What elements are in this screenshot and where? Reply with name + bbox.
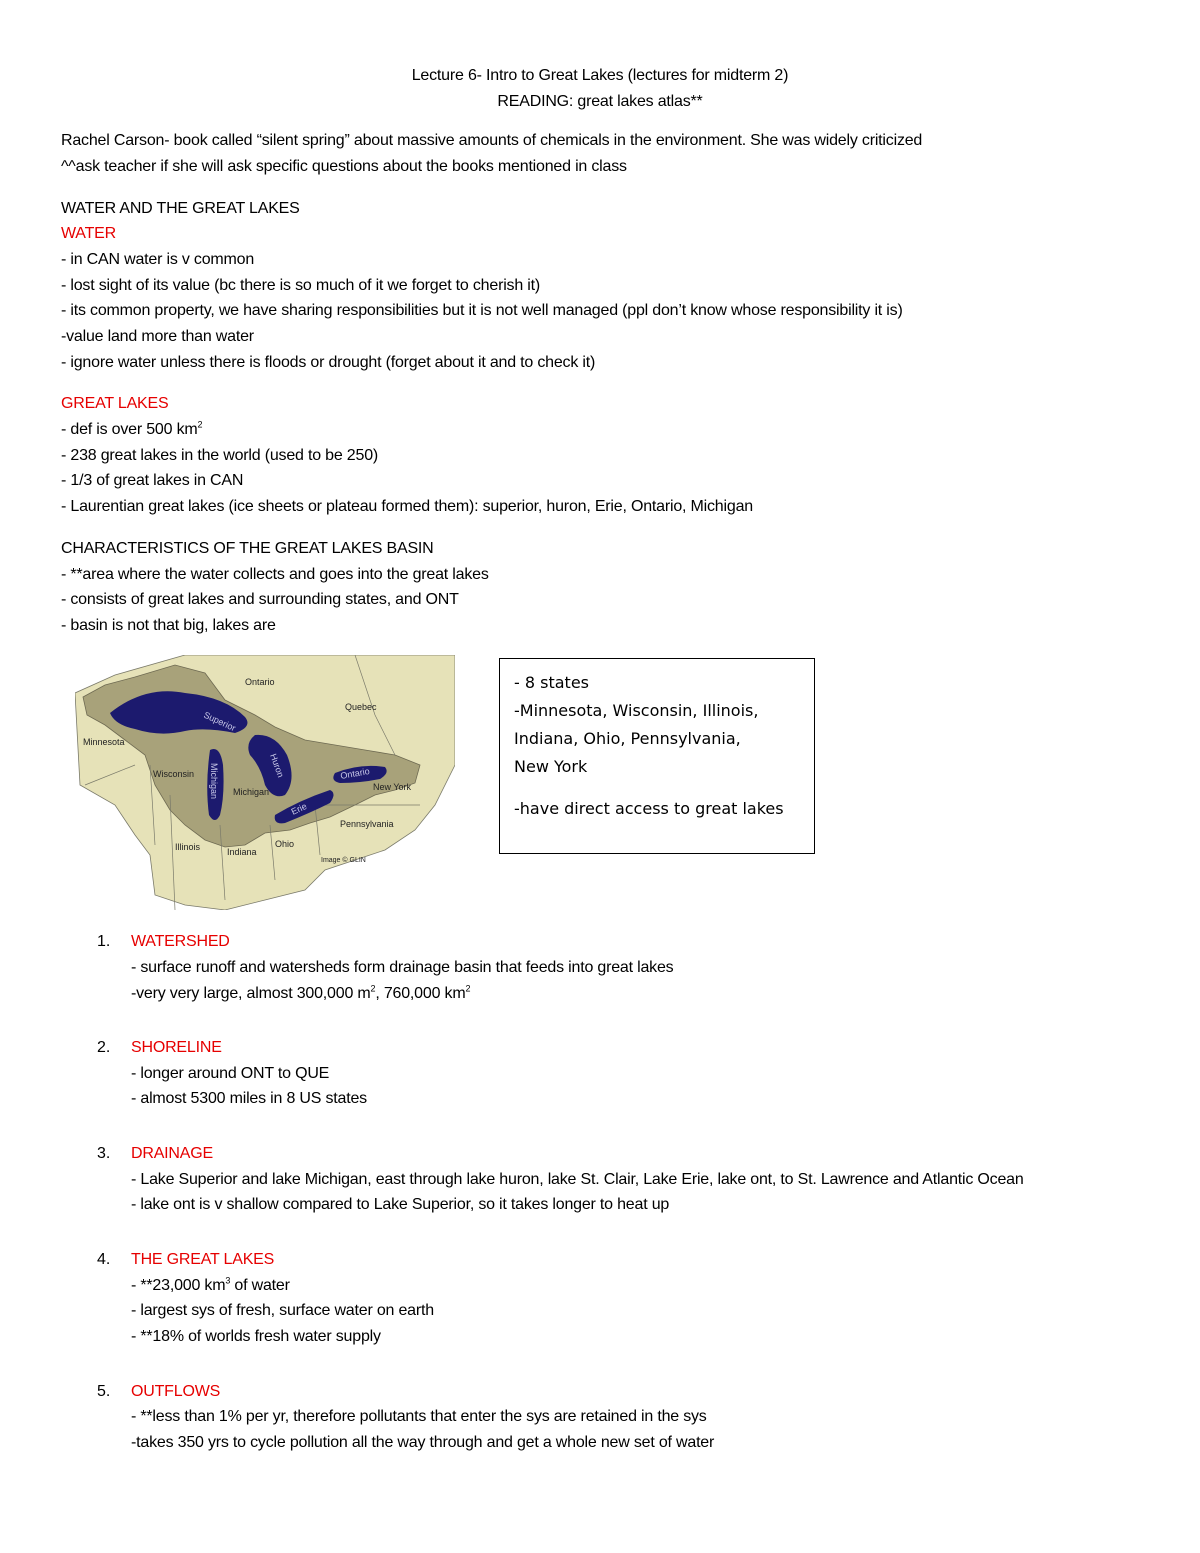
list-item: - consists of great lakes and surrounding states, and ONT	[61, 591, 459, 608]
map-label-pennsylvania: Pennsylvania	[340, 819, 394, 829]
map-label-michigan-state: Michigan	[233, 787, 270, 797]
section-heading-basin: CHARACTERISTICS OF THE GREAT LAKES BASIN	[61, 540, 434, 557]
states-textbox	[499, 658, 815, 854]
list-item: - surface runoff and watersheds form drainage basin that feeds into great lakes	[131, 959, 674, 976]
map-label-ohio: Ohio	[275, 839, 295, 849]
states-line: -Minnesota, Wisconsin, Illinois,	[514, 701, 759, 720]
map-label-quebec: Quebec	[345, 702, 377, 712]
intro-line-1: Rachel Carson- book called “silent spring” about massive amounts of chemicals in the environment. She was widely criticized	[61, 132, 923, 149]
great-lakes-basin-map	[75, 655, 455, 910]
map-label-wisconsin: Wisconsin	[153, 769, 195, 779]
list-number: 1.	[97, 933, 111, 950]
map-label-minnesota: Minnesota	[83, 737, 125, 747]
list-item: -takes 350 yrs to cycle pollution all the way through and get a whole new set of water	[131, 1434, 715, 1451]
map-label-illinois: Illinois	[175, 842, 201, 852]
list-item: - Lake Superior and lake Michigan, east through lake huron, lake St. Clair, Lake Erie, lake ont, to St. Lawrence and Atlantic Ocean	[131, 1171, 1024, 1188]
map-label-lake-huron: Huron	[268, 752, 286, 779]
map-label-lake-michigan: Michigan	[209, 763, 219, 800]
list-item: - **23,000 $km^3$ of water	[131, 1275, 290, 1294]
states-line: - 8 states	[514, 673, 589, 692]
list-item: - **18% of worlds fresh water supply	[131, 1328, 381, 1345]
list-number: 2.	[97, 1039, 111, 1056]
map-label-new-york: New York	[373, 782, 412, 792]
list-item: - def is over 500 $km^2$	[61, 419, 203, 438]
map-label-indiana: Indiana	[227, 847, 257, 857]
list-number: 5.	[97, 1383, 111, 1400]
intro-line-2: ^^ask teacher if she will ask specific questions about the books mentioned in class	[61, 158, 627, 175]
list-item: -value land more than water	[61, 328, 254, 345]
subheading-outflows: OUTFLOWS	[131, 1383, 221, 1400]
list-number: 4.	[97, 1251, 111, 1268]
subheading-water: WATER	[61, 225, 116, 242]
subheading-great-lakes: GREAT LAKES	[61, 395, 169, 412]
map-label-lake-ontario: Ontario	[339, 765, 371, 781]
list-item: - basin is not that big, lakes are	[61, 617, 276, 634]
list-item: - in CAN water is v common	[61, 251, 255, 268]
list-item: - its common property, we have sharing responsibilities but it is not well managed (ppl don’t know whose responsibility it is)	[61, 302, 903, 319]
states-line: New York	[514, 757, 588, 776]
subheading-shoreline: SHORELINE	[131, 1039, 222, 1056]
lecture-title: Lecture 6- Intro to Great Lakes (lectures for midterm 2)	[411, 67, 789, 84]
states-access-note: -have direct access to great lakes	[514, 799, 784, 818]
list-item: - longer around ONT to QUE	[131, 1065, 330, 1082]
list-item: - lake ont is v shallow compared to Lake Superior, so it takes longer to heat up	[131, 1196, 670, 1213]
list-item: - **area where the water collects and goes into the great lakes	[61, 566, 489, 583]
list-item: - Laurentian great lakes (ice sheets or plateau formed them): superior, huron, Erie, Ontario, Michigan	[61, 498, 753, 515]
subheading-watershed: WATERSHED	[131, 933, 230, 950]
reading-note: READING: great lakes atlas**	[497, 93, 703, 110]
list-item: -very very large, almost 300,000 $m^2$, 760,000 $km^2$	[131, 983, 471, 1002]
list-item: - ignore water unless there is floods or drought (forget about it and to check it)	[61, 354, 596, 371]
list-item: - 238 great lakes in the world (used to be 250)	[61, 447, 379, 464]
map-image-credit: Image © GLIN	[321, 857, 366, 864]
section-heading-water-great-lakes: WATER AND THE GREAT LAKES	[61, 200, 300, 217]
map-label-lake-superior: Superior	[202, 709, 238, 734]
subheading-the-great-lakes: THE GREAT LAKES	[131, 1251, 275, 1268]
map-label-ontario: Ontario	[245, 677, 275, 687]
states-line: Indiana, Ohio, Pennsylvania,	[514, 729, 741, 748]
map-label-lake-erie: Erie	[289, 800, 309, 817]
list-item: - almost 5300 miles in 8 US states	[131, 1090, 367, 1107]
list-number: 3.	[97, 1145, 111, 1162]
list-item: - 1/3 of great lakes in CAN	[61, 472, 244, 489]
subheading-drainage: DRAINAGE	[131, 1145, 213, 1162]
list-item: - **less than 1% per yr, therefore pollutants that enter the sys are retained in the sys	[131, 1408, 707, 1425]
list-item: - lost sight of its value (bc there is so much of it we forget to cherish it)	[61, 277, 541, 294]
list-item: - largest sys of fresh, surface water on earth	[131, 1302, 434, 1319]
